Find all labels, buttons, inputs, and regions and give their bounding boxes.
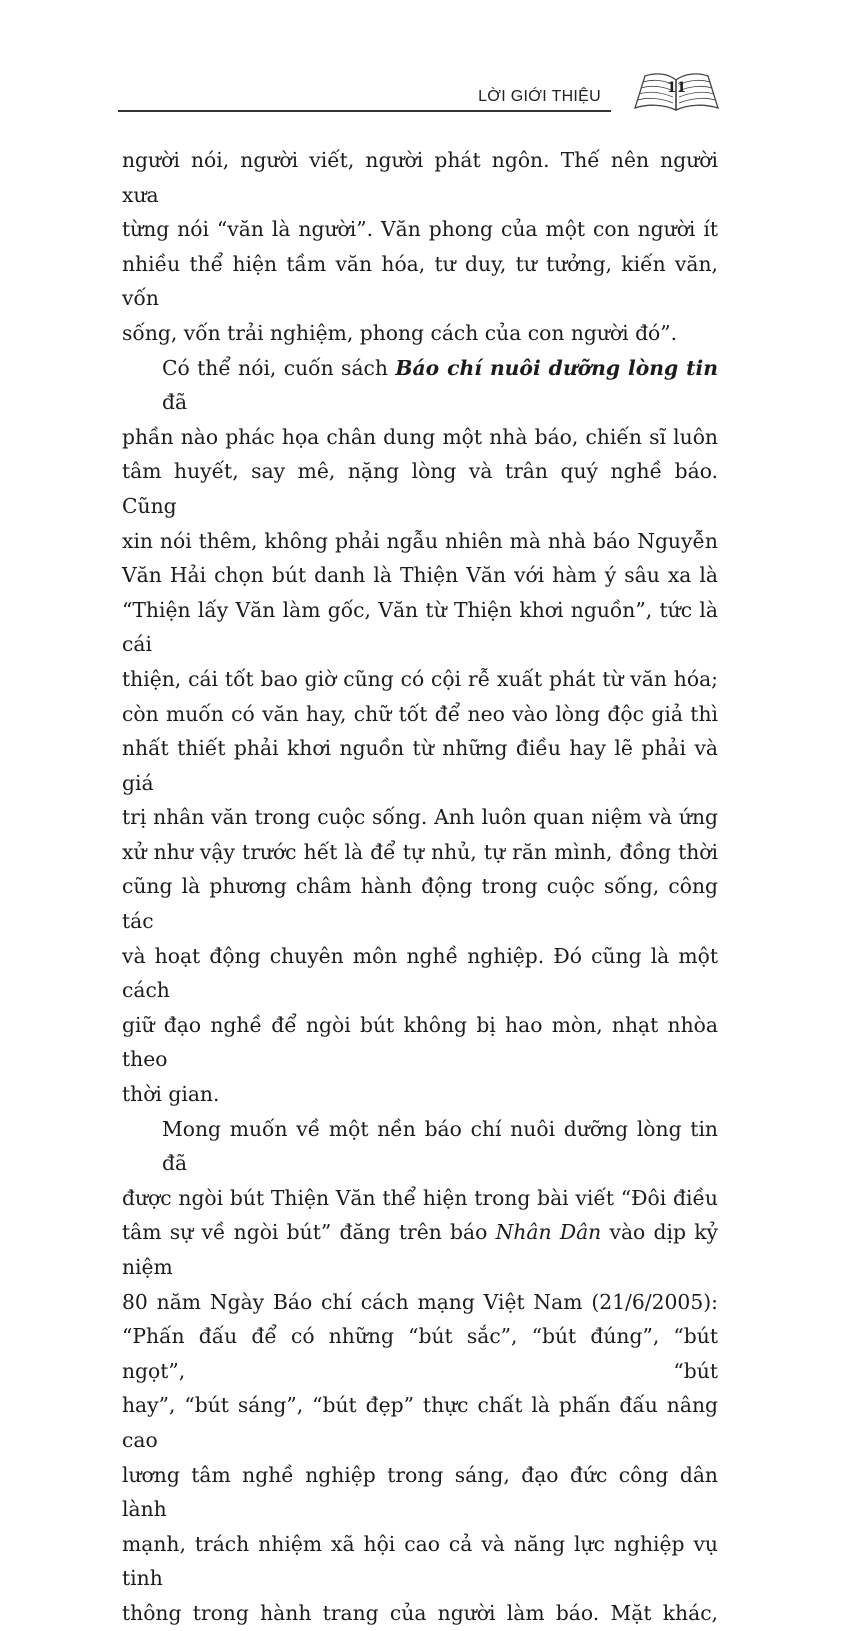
header-rule xyxy=(118,110,611,112)
book-title: Báo chí nuôi dưỡng lòng tin xyxy=(395,355,719,380)
header-title: LỜI GIỚI THIỆU xyxy=(478,88,601,105)
text-line: hay”, “bút sáng”, “bút đẹp” thực chất là phấn đấu nâng cao xyxy=(122,1393,718,1452)
text-line: người nói, người viết, người phát ngôn. Thế nên người xưa xyxy=(122,148,718,207)
text-line: tâm huyết, say mê, nặng lòng và trân quý nghề báo. Cũng xyxy=(122,459,718,518)
text-line: “Phấn đấu để có những “bút sắc”, “bút đúng”, “bút ngọt”, “bút xyxy=(122,1324,718,1383)
text-line: nhiều thể hiện tầm văn hóa, tư duy, tư tưởng, kiến văn, vốn xyxy=(122,251,718,311)
text-line: phần nào phác họa chân dung một nhà báo, chiến sĩ luôn xyxy=(122,424,718,449)
text-line-with-book-title xyxy=(122,351,718,420)
body-text xyxy=(122,143,718,1631)
text-line: sống, vốn trải nghiệm, phong cách của con người đó”. xyxy=(122,320,678,345)
text-line: từng nói “văn là người”. Văn phong của một con người ít xyxy=(122,217,718,242)
open-book-icon xyxy=(633,70,720,114)
text-run: đã xyxy=(162,390,188,415)
text-line: trị nhân văn trong cuộc sống. Anh luôn quan niệm và ứng xyxy=(122,805,718,830)
text-run: tâm sự về ngòi bút” đăng trên báo xyxy=(122,1220,496,1245)
text-run: Có thể nói, cuốn sách xyxy=(162,355,396,380)
text-line: Văn Hải chọn bút danh là Thiện Văn với hàm ý sâu xa là xyxy=(122,563,718,588)
text-line: thời gian. xyxy=(122,1082,220,1107)
paragraph-2 xyxy=(122,351,718,1112)
text-line: xử như vậy trước hết là để tự nhủ, tự răn mình, đồng thời xyxy=(122,839,718,864)
text-line: còn muốn có văn hay, chữ tốt để neo vào lòng độc giả thì xyxy=(122,701,718,726)
text-line: thông trong hành trang của người làm báo. Mặt khác, xyxy=(122,1600,718,1625)
running-header xyxy=(118,70,718,112)
text-line: và hoạt động chuyên môn nghề nghiệp. Đó cũng là một cách xyxy=(122,943,718,1003)
paragraph-3 xyxy=(122,1112,718,1631)
page-number: 11 xyxy=(666,80,687,96)
text-line: cũng là phương châm hành động trong cuộc sống, công tác xyxy=(122,874,718,934)
text-line: lương tâm nghề nghiệp trong sáng, đạo đức công dân lành xyxy=(122,1462,718,1522)
text-line: được ngòi bút Thiện Văn thể hiện trong bài viết “Đôi điều xyxy=(122,1185,718,1210)
paragraph-1 xyxy=(122,143,718,351)
text-line: xin nói thêm, không phải ngẫu nhiên mà nhà báo Nguyễn xyxy=(122,528,718,553)
text-line: giữ đạo nghề để ngòi bút không bị hao mòn, nhạt nhòa theo xyxy=(122,1012,718,1072)
newspaper-name: Nhân Dân xyxy=(495,1220,602,1245)
text-line: thiện, cái tốt bao giờ cũng có cội rễ xuất phát từ văn hóa; xyxy=(122,666,718,691)
text-line: Mong muốn về một nền báo chí nuôi dưỡng lòng tin đã xyxy=(162,1116,718,1176)
text-line: “Thiện lấy Văn làm gốc, Văn từ Thiện khơi nguồn”, tức là cái xyxy=(122,597,718,657)
text-run: vào dịp kỷ niệm xyxy=(122,1220,718,1279)
text-line: mạnh, trách nhiệm xã hội cao cả và năng lực nghiệp vụ tinh xyxy=(122,1531,718,1591)
text-line: 80 năm Ngày Báo chí cách mạng Việt Nam (21/6/2005): xyxy=(122,1289,718,1314)
text-line: nhất thiết phải khơi nguồn từ những điều hay lẽ phải và giá xyxy=(122,736,718,795)
text-line-with-newspaper-name xyxy=(122,1215,718,1284)
